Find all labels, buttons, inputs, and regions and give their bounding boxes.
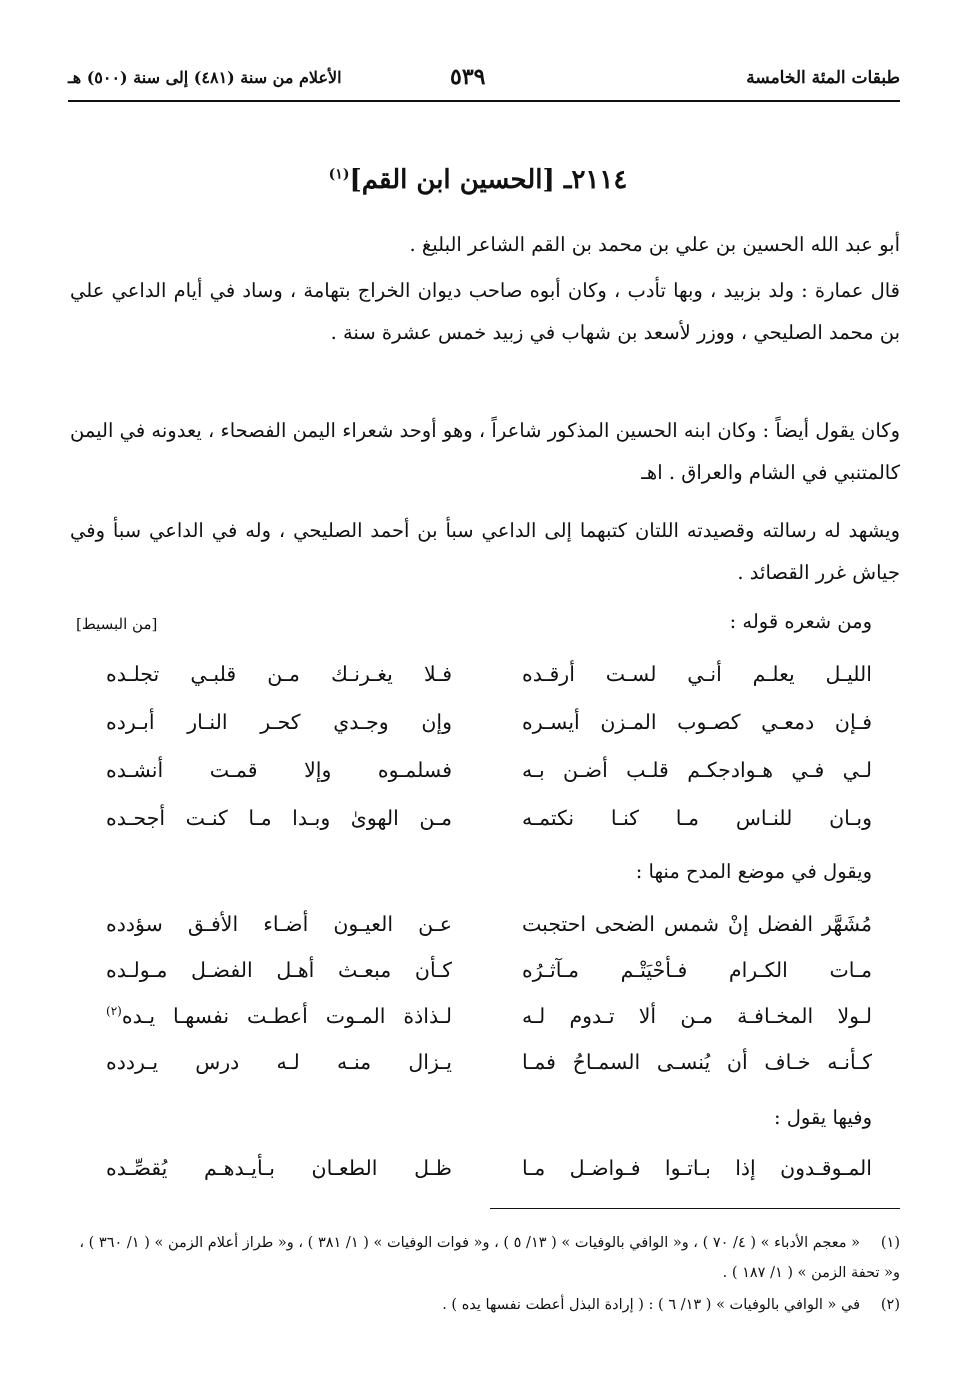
verse-row xyxy=(70,662,872,702)
verse-row xyxy=(70,1050,872,1090)
verse-first-hemistich: لـي فـي هـوادجكـم قلـب أضـن بـه xyxy=(522,758,872,782)
verse-row xyxy=(70,806,872,846)
verse-first-hemistich: مُشَهَّر الفضل إنْ شمس الضحى احتجبت xyxy=(522,912,872,936)
entry-title-text: ٢١١٤ـ [الحسين ابن القم] xyxy=(349,165,628,195)
footnote-number: (٢) xyxy=(880,1297,900,1313)
verse-row xyxy=(70,758,872,798)
verse-second-hemistich: وإن وجـدي كحـر النـار أبـرده xyxy=(106,710,452,734)
verse-second-hemistich: كـأن مبعـث أهـل الفضـل مـولـده xyxy=(106,958,452,982)
hemistich-text: لـذاذة المـوت أعطـت نفسهـا يـده xyxy=(121,1004,452,1028)
footnote-divider xyxy=(490,1208,900,1209)
running-header-section: طبقات المئة الخامسة xyxy=(746,68,900,88)
verse-first-hemistich: لـولا المخـافـة مـن ألا تـدوم لـه xyxy=(522,1004,872,1028)
running-header-range: الأعلام من سنة (٤٨١) إلى سنة (٥٠٠) هـ xyxy=(68,68,342,87)
poem-intro: ومن شعره قوله : xyxy=(729,610,872,633)
verse-second-hemistich: فـلا يغـرنـك مـن قلبـي تجلـده xyxy=(106,662,452,686)
entry-title xyxy=(0,165,956,195)
verse-second-hemistich: مـن الهوىٰ وبـدا مـا كنـت أجحـده xyxy=(106,806,452,830)
entry-title-footnote-ref: (١) xyxy=(328,166,350,183)
verse-second-hemistich xyxy=(106,1004,452,1028)
verse-second-hemistich: ظـل الطعـان بـأيـدهـم يُقصِّـده xyxy=(106,1156,452,1180)
verse-first-hemistich: فـإن دمعـي كصـوب المـزن أيسـره xyxy=(522,710,872,734)
paragraph-biography: قال عمارة : ولد بزبيد ، وبها تأدب ، وكان أبوه صاحب ديوان الخراج بتهامة ، وساد في أيام الداعي علي بن محمد الصليحي ، ووزر لأسعد بن شهاب في زبيد خمس عشرة سنة . xyxy=(70,279,900,344)
paragraph-name: أبو عبد الله الحسين بن علي بن محمد بن القم الشاعر البليغ . xyxy=(409,233,900,256)
footnote-number: (١) xyxy=(880,1235,900,1251)
footnote xyxy=(70,1290,900,1320)
paragraph-praise: وكان يقول أيضاً : وكان ابنه الحسين المذكور شاعراً ، وهو أوحد شعراء اليمن الفصحاء ، يعدونه في اليمن كالمتنبي في الشام والعراق . اهـ xyxy=(70,419,900,484)
footnote-text: في « الوافي بالوفيات » ( ١٣/ ٦ ) : ( إرادة البذل أعطت نفسها يده ) . xyxy=(442,1297,860,1313)
footnote xyxy=(70,1228,900,1288)
header-divider xyxy=(68,100,900,102)
verse-first-hemistich: كـأنـه خـاف أن يُنسـى السمـاحُ فمـا xyxy=(522,1050,872,1074)
verse-row xyxy=(70,912,872,952)
poem-intro-further: وفيها يقول : xyxy=(773,1106,872,1129)
poem-meter: [من البسيط] xyxy=(76,615,158,633)
poem-intro-praise: ويقول في موضع المدح منها : xyxy=(635,860,872,883)
verse-row xyxy=(70,1156,872,1196)
verse-first-hemistich: وبـان للنـاس مـا كنـا نكتمـه xyxy=(522,806,872,830)
verse-row xyxy=(70,1004,872,1044)
verse-first-hemistich: الليـل يعلـم أنـي لسـت أرقـده xyxy=(522,662,872,686)
verse-second-hemistich: يـزال منـه لـه درس يـردده xyxy=(106,1050,452,1074)
verse-row xyxy=(70,710,872,750)
paragraph-epistle: ويشهد له رسالته وقصيدته اللتان كتبهما إلى الداعي سبأ بن أحمد الصليحي ، وله في الداعي سبأ وفي جياش غرر القصائد . xyxy=(70,519,900,584)
verse-second-hemistich: فسلمـوه وإلا قمـت أنشـده xyxy=(106,758,452,782)
verse-first-hemistich: المـوقـدون إذا بـاتـوا فـواضـل مـا xyxy=(522,1156,872,1180)
page-number: ٥٣٩ xyxy=(450,64,486,90)
footnote-text: « معجم الأدباء » ( ٤/ ٧٠ ) ، و« الوافي بالوفيات » ( ١٣/ ٥ ) ، و« فوات الوفيات » ( ١/ ٣٨١ ) ، و« طراز أعلام الزمن » ( ١/ ٣٦٠ ) ، و« تحفة الزمن » ( ١/ ١٨٧ ) . xyxy=(79,1235,900,1281)
verse-row xyxy=(70,958,872,998)
verse-second-hemistich: عـن العيـون أضـاء الأفـق سؤدده xyxy=(106,912,452,936)
verse-first-hemistich: مـات الكـرام فـأحْيَتْـم مـآثـرُه xyxy=(522,958,872,982)
verse-footnote-ref: (٢) xyxy=(106,1004,122,1019)
